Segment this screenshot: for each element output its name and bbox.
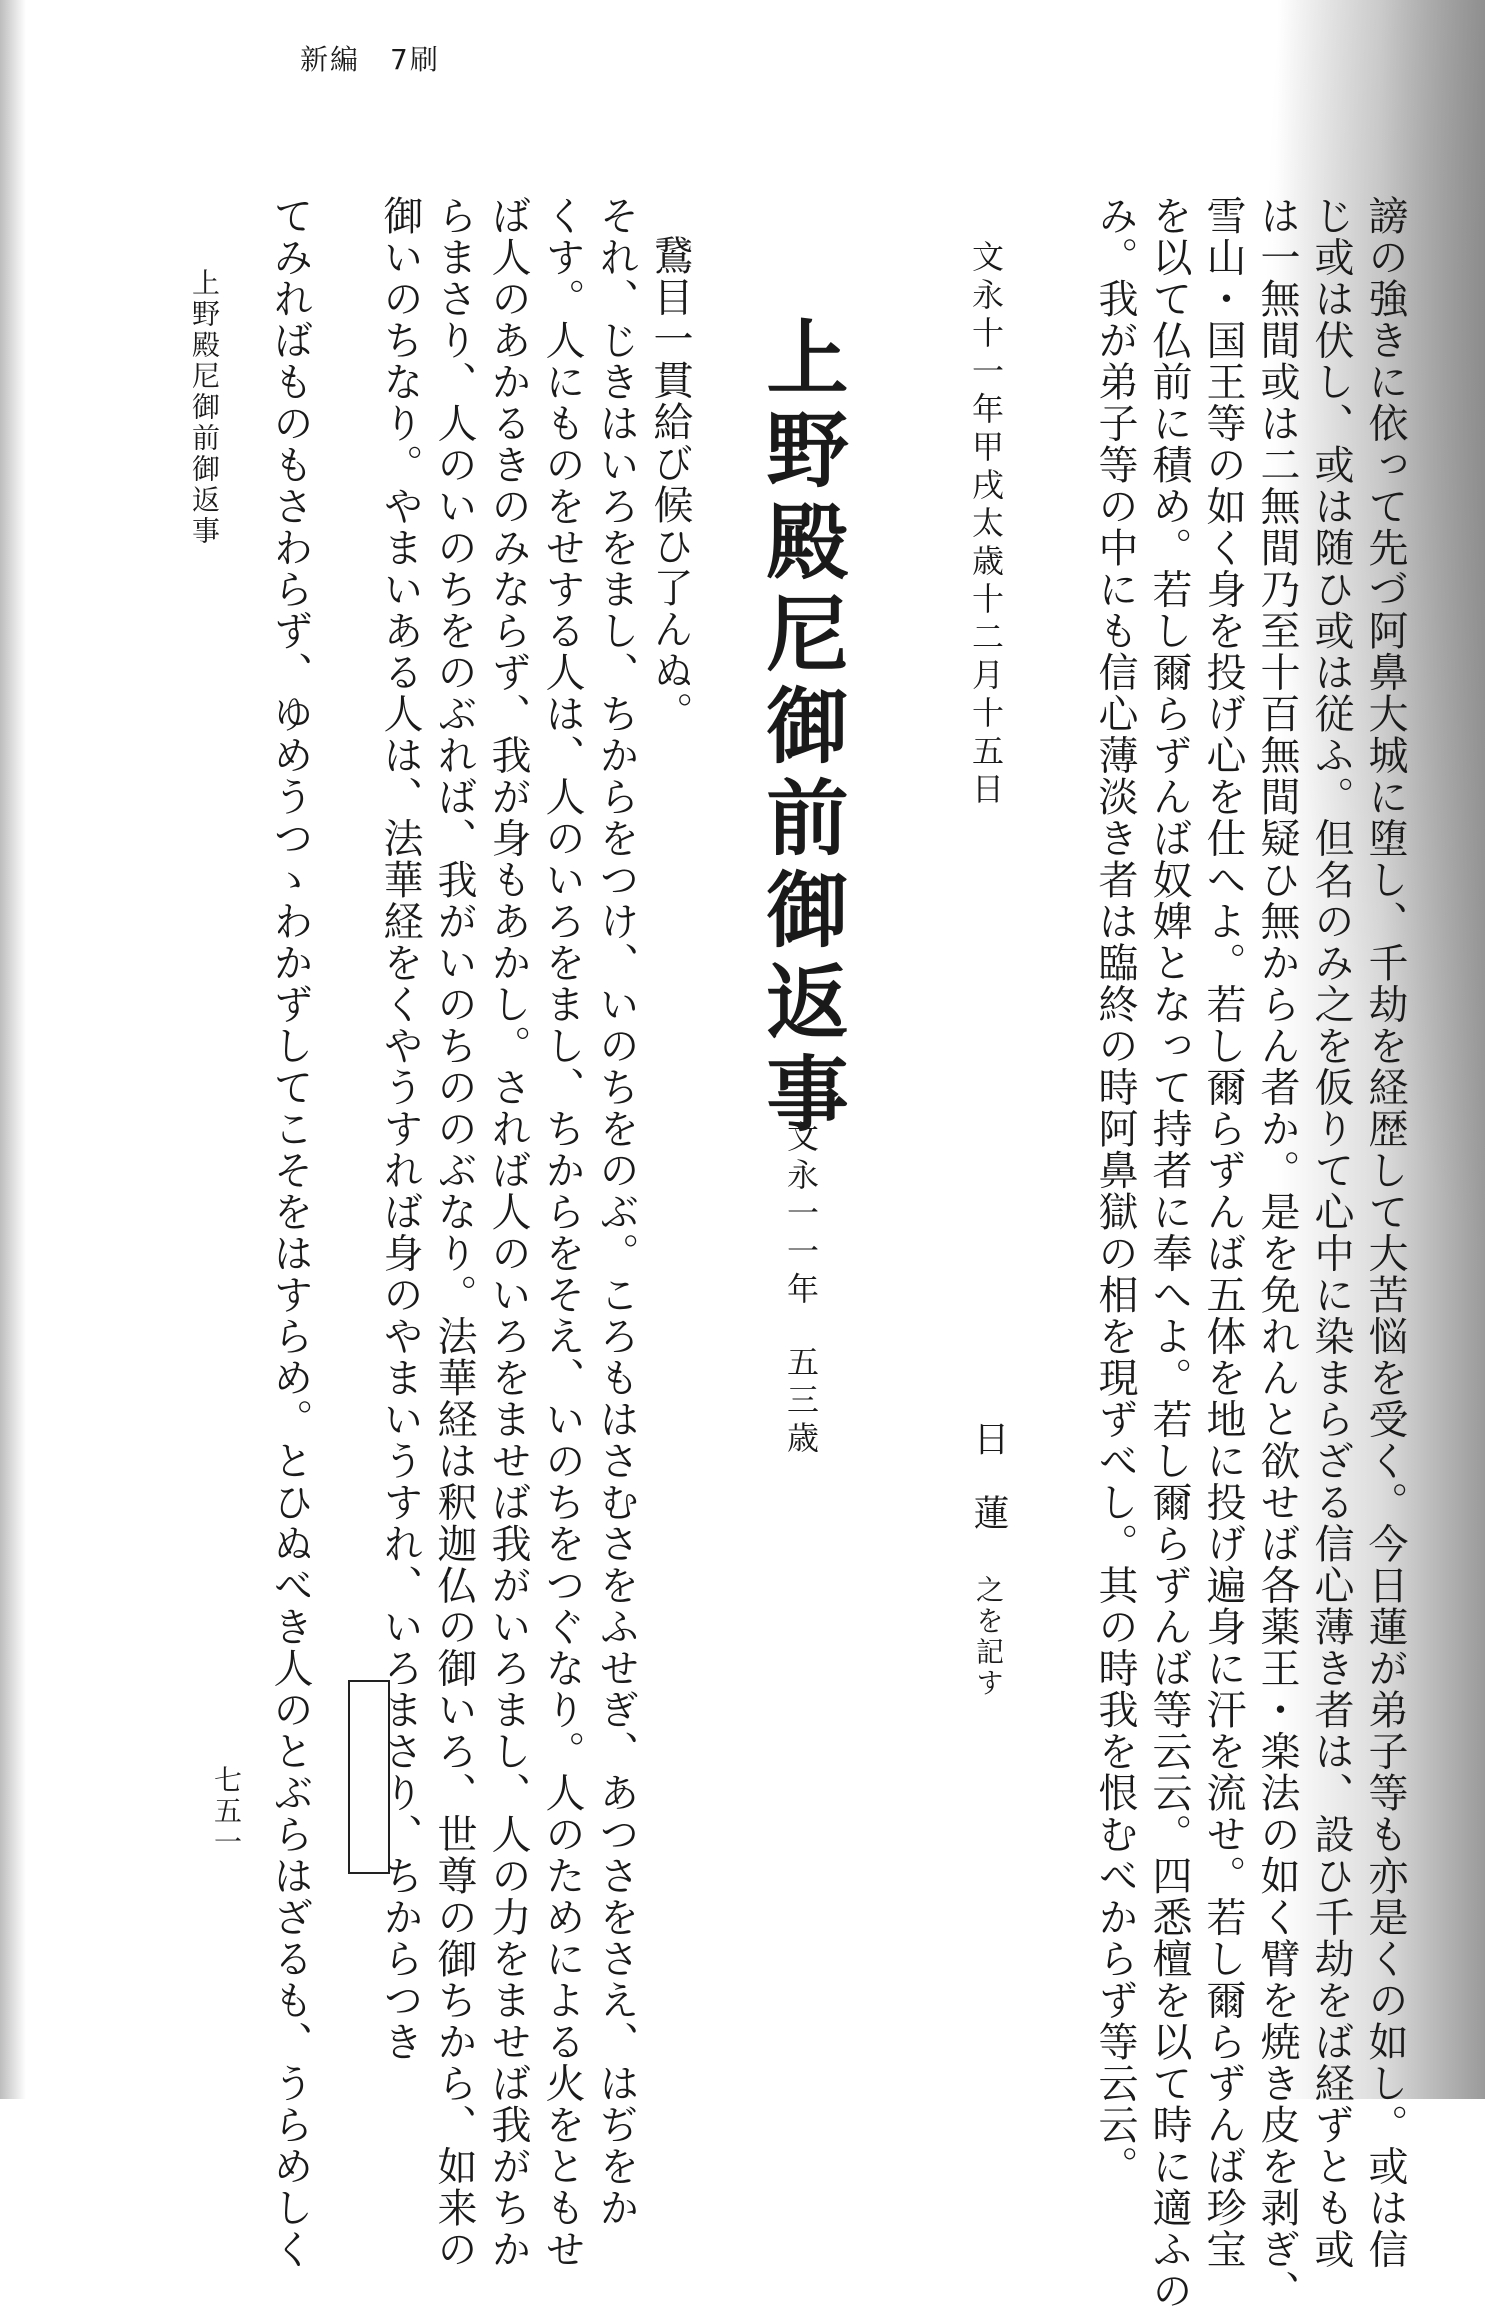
- running-title: 上野殿尼御前御返事: [188, 268, 221, 547]
- letter-year: 文永一一年: [782, 1120, 820, 1310]
- letter-line-7: てみればものもさわらず、ゆめうつゝわかずしてこそをはすらめ。とひぬべき人のとぶらはざるも、うらめしく: [267, 195, 313, 2270]
- letter-line-6: 御いのちなり。やまいある人は、法華経をくやうすれば身のやまいうすれ、いろまさり、ちからつき: [377, 195, 423, 2063]
- prev-letter-line-1: 謗の強きに依って先づ阿鼻大城に堕し、千劫を経歴して大苦悩を受く。今日蓮が弟子等も亦是くの如し。或は信: [1362, 195, 1408, 2270]
- prev-letter-line-2: じ或は伏し、或は随ひ或は従ふ。但名のみ之を仮りて心中に染まらざる信心薄き者は、設ひ千劫をば経ずとも或: [1308, 195, 1354, 2270]
- letter-line-5: らまさり、人のいのちをのぶれば、我がいのちののぶなり。法華経は釈迦仏の御いろ、世尊の御ちから、如来の: [431, 195, 477, 2270]
- letter-author-age: 五三歳: [782, 1345, 820, 1459]
- prev-letter-line-6: み。我が弟子等の中にも信心薄淡き者は臨終の時阿鼻獄の相を現ずべし。其の時我を恨むべからず等云云。: [1092, 195, 1138, 2187]
- page-number: 七五一: [210, 1765, 243, 1858]
- page-binding-shadow: [0, 0, 26, 2099]
- letter-line-3: くす。人にものをせする人は、人のいろをまし、ちからをそえ、いのちをつぐなり。人のためによる火をともせ: [539, 195, 585, 2270]
- letter-line-4: ば人のあかるきのみならず、我が身もあかし。されば人のいろをませば我がいろまし、人の力をませば我がちか: [485, 195, 531, 2270]
- blank-character-box: [348, 1680, 390, 1874]
- letter-title: 上野殿尼御前御返事: [753, 315, 849, 1143]
- prev-letter-signature-suffix: 之を記す: [972, 1575, 1005, 1699]
- prev-letter-date: 文永十一年甲戌太歳十二月十五日: [967, 240, 1005, 810]
- prev-letter-line-4: 雪山・国王等の如く身を投げ心を仕へよ。若し爾らずんば五体を地に投げ遍身に汗を流せ。若し爾らずんば珍宝: [1200, 195, 1246, 2270]
- edition-header: 新編 7刷: [300, 43, 440, 76]
- letter-line-1: 鵞目一貫給び候ひ了んぬ。: [647, 235, 693, 733]
- prev-letter-line-5: を以て仏前に積め。若し爾らずんば奴婢となって持者に奉へよ。若し爾らずんば等云云。四悉檀を以て時に適ふの: [1146, 195, 1192, 2312]
- letter-line-2: それ、じきはいろをまし、ちからをつけ、いのちをのぶ。ころもはさむさをふせぎ、あつさをさえ、はぢをか: [593, 195, 639, 2229]
- prev-letter-line-3: は一無間或は二無間乃至十百無間疑ひ無からん者か。是を免れんと欲せば各薬王・楽法の如く臂を焼き皮を剥ぎ、: [1254, 195, 1300, 2312]
- prev-letter-signature: 日蓮: [968, 1420, 1009, 1568]
